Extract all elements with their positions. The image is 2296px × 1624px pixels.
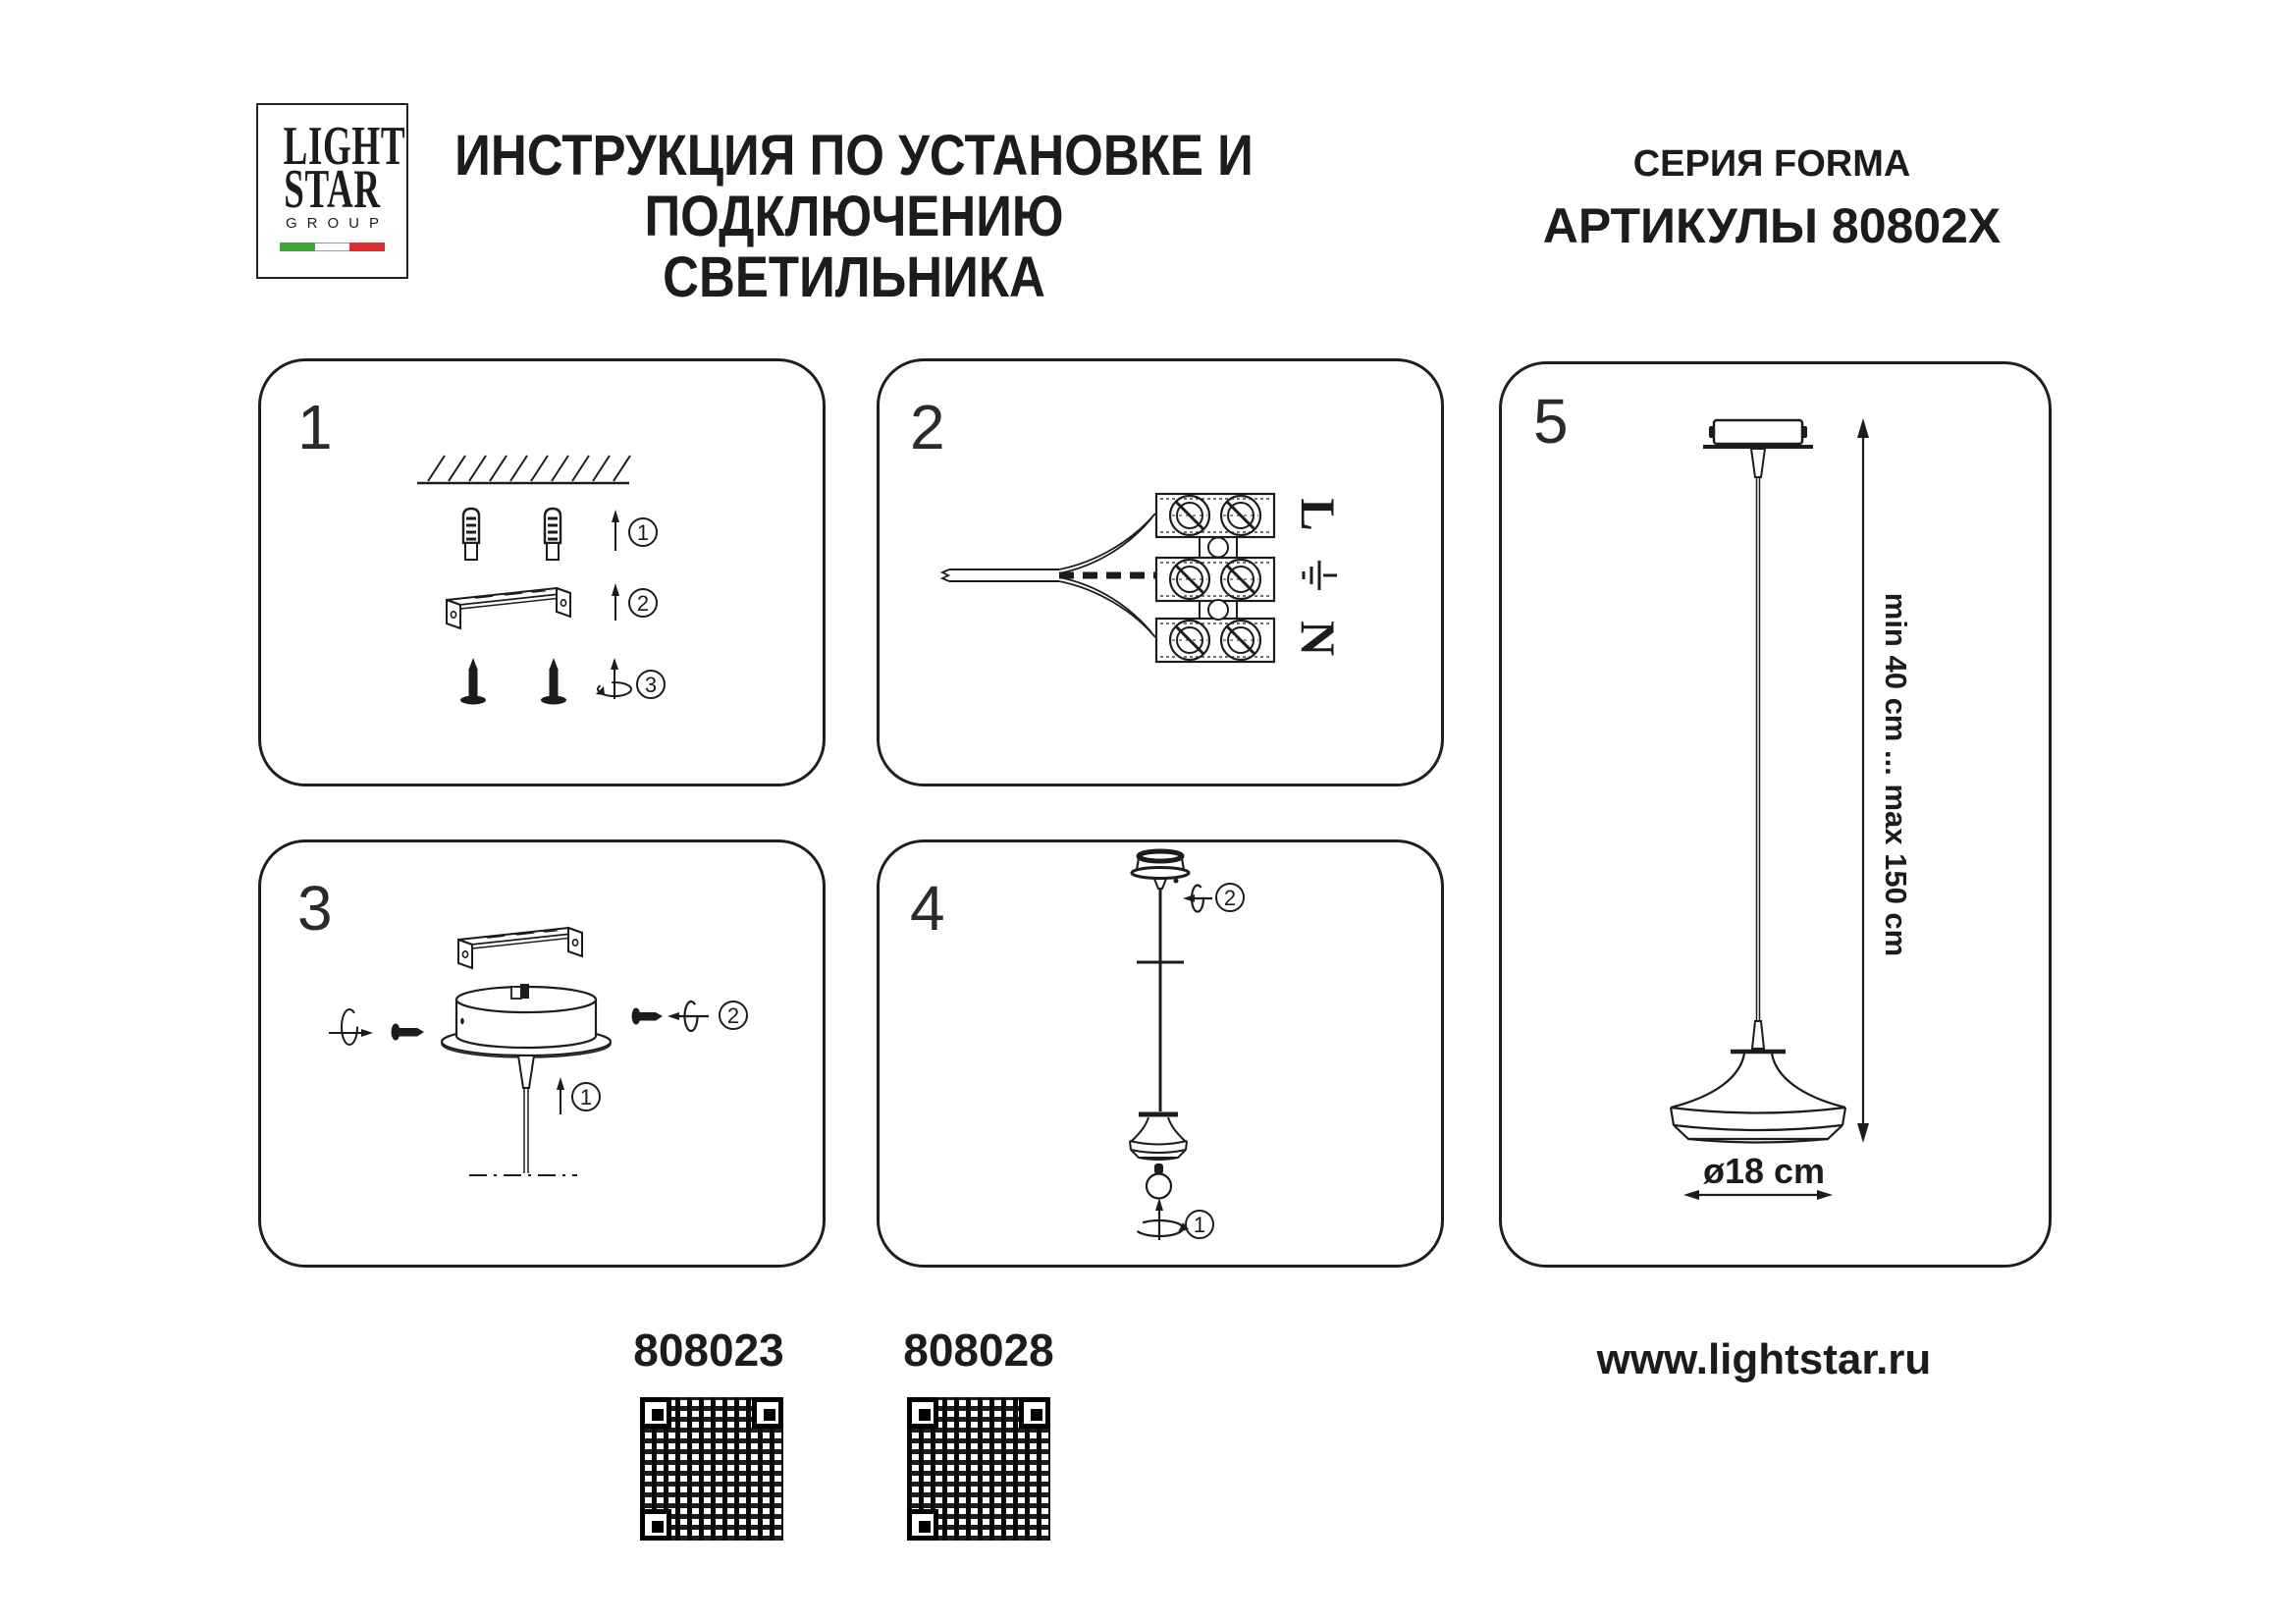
title-line-1: ИНСТРУКЦИЯ ПО УСТАНОВКЕ И bbox=[454, 124, 1254, 188]
ceiling-plate-icon bbox=[1703, 420, 1813, 477]
screw-icon bbox=[460, 658, 486, 705]
mounting-bracket-icon bbox=[447, 588, 570, 628]
step-2-number: 2 bbox=[910, 392, 945, 462]
suspension-cord-icon bbox=[469, 1056, 577, 1175]
flag-red bbox=[349, 243, 385, 251]
arrow-up-icon bbox=[557, 1077, 564, 1114]
wall-plug-icon bbox=[463, 509, 479, 560]
ceiling-hatch-icon bbox=[417, 456, 630, 483]
suspension-cord-icon bbox=[1757, 477, 1760, 1021]
step-5-number: 5 bbox=[1533, 386, 1569, 457]
page-title bbox=[448, 126, 1259, 308]
ceiling-canopy-icon bbox=[442, 984, 611, 1057]
lightstar-logo bbox=[256, 103, 408, 279]
qr-code-right bbox=[907, 1397, 1050, 1541]
qr-finder-icon bbox=[1019, 1397, 1050, 1429]
mounting-bracket-icon bbox=[458, 928, 582, 968]
articles-label: АРТИКУЛЫ 80802X bbox=[1542, 198, 2002, 253]
step-badge-2: 2 bbox=[719, 1001, 748, 1030]
screw-icon bbox=[632, 1008, 664, 1025]
step-badge-1: 1 bbox=[628, 517, 658, 547]
series-block bbox=[1531, 143, 2012, 254]
step-3-diagram bbox=[258, 839, 820, 1262]
terminal-label-N: N bbox=[1291, 620, 1346, 657]
rotate-arrow-icon bbox=[1183, 886, 1212, 912]
terminal-block-icon bbox=[1156, 494, 1274, 662]
step-2-diagram bbox=[877, 358, 1438, 781]
article-number-left: 808023 bbox=[633, 1325, 784, 1376]
logo-line-group: GROUP bbox=[285, 215, 389, 232]
step-1-diagram bbox=[258, 358, 820, 781]
step-4-number: 4 bbox=[910, 873, 945, 944]
article-number-right: 808028 bbox=[903, 1325, 1054, 1376]
step-4-diagram bbox=[877, 839, 1438, 1262]
qr-finder-icon bbox=[752, 1397, 783, 1429]
qr-finder-icon bbox=[640, 1509, 671, 1541]
wall-plug-icon bbox=[545, 509, 561, 560]
flag-green bbox=[280, 243, 315, 251]
diameter-label: ø18 cm bbox=[1702, 1151, 1826, 1191]
step-badge-3: 3 bbox=[636, 670, 666, 699]
bulb-icon bbox=[1147, 1164, 1171, 1199]
wire-live-icon bbox=[1059, 514, 1155, 573]
step-badge-1: 1 bbox=[571, 1082, 601, 1111]
lamp-shade-icon bbox=[1130, 1114, 1187, 1160]
step-badge-2: 2 bbox=[1215, 883, 1245, 912]
flag-white bbox=[315, 243, 350, 251]
step-3-number: 3 bbox=[297, 873, 333, 944]
arrow-up-icon bbox=[612, 583, 619, 621]
qr-code-left bbox=[640, 1397, 783, 1541]
series-label: СЕРИЯ FORMA bbox=[1632, 143, 1911, 185]
step-1-number: 1 bbox=[297, 392, 333, 462]
ceiling-canopy-icon bbox=[1132, 851, 1189, 889]
supply-cable-icon bbox=[942, 569, 1059, 581]
italian-flag-icon bbox=[280, 243, 385, 251]
rotate-arrow-icon bbox=[596, 658, 631, 699]
logo-line-light: LIGHT bbox=[283, 116, 406, 177]
step-badge-2: 2 bbox=[628, 588, 658, 618]
terminal-label-L: L bbox=[1291, 498, 1346, 531]
height-dimension-arrow bbox=[1857, 418, 1869, 1143]
qr-finder-icon bbox=[907, 1397, 938, 1429]
rotate-arrow-icon bbox=[329, 1009, 373, 1045]
rotate-arrow-icon bbox=[667, 1001, 709, 1031]
height-range-label: min 40 cm ... max 150 cm bbox=[1879, 592, 1913, 957]
suspension-cord-icon bbox=[1137, 889, 1184, 1111]
arrow-up-icon bbox=[612, 510, 619, 551]
step-5-diagram bbox=[1499, 361, 2046, 1262]
lamp-shade-icon bbox=[1671, 1021, 1845, 1143]
earth-ground-icon bbox=[1297, 556, 1340, 595]
screw-icon bbox=[541, 658, 566, 705]
website-url: www.lightstar.ru bbox=[1596, 1335, 1932, 1383]
step-badge-1: 1 bbox=[1185, 1210, 1214, 1239]
title-line-2: ПОДКЛЮЧЕНИЮ СВЕТИЛЬНИКА bbox=[644, 185, 1064, 309]
rotate-arrow-icon bbox=[1136, 1198, 1189, 1240]
wire-neutral-icon bbox=[1059, 577, 1155, 637]
logo-line-star: STAR bbox=[284, 159, 381, 220]
qr-finder-icon bbox=[640, 1397, 671, 1429]
qr-finder-icon bbox=[907, 1509, 938, 1541]
screw-icon bbox=[392, 1024, 425, 1041]
logo-wordmark bbox=[283, 116, 406, 220]
